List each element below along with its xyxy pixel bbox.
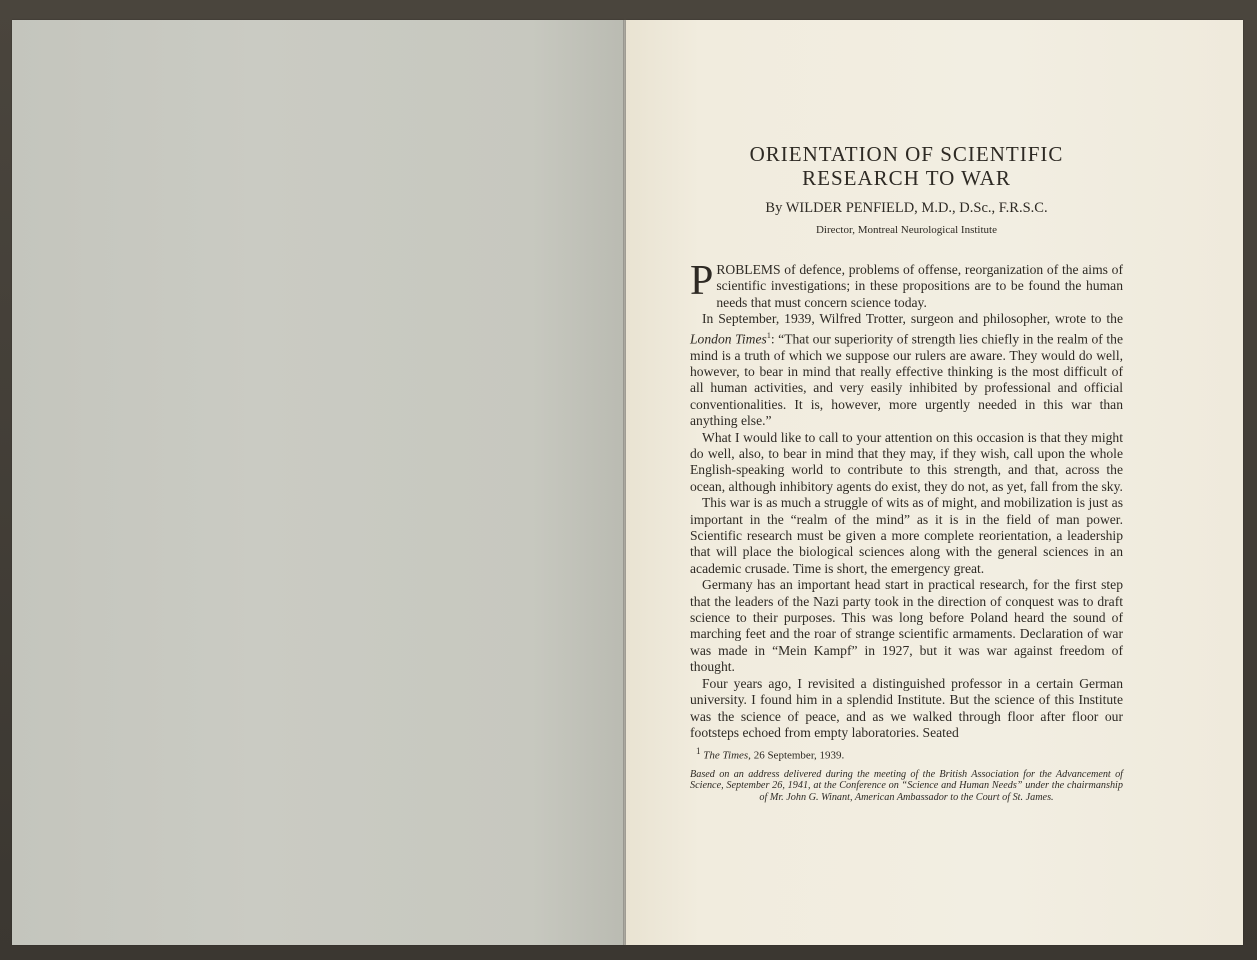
- footnote-text: 26 September, 1939.: [750, 749, 845, 762]
- paragraph-1-text: ROBLEMS of defence, problems of offense, reorganization of the aims of scientific investigations; in these propositions are to be found the human needs that must concern science today.: [716, 262, 1123, 310]
- title-line-1: ORIENTATION OF SCIENTIFIC: [749, 142, 1064, 166]
- blank-left-page: [12, 20, 624, 945]
- footnote: [690, 745, 1123, 763]
- paragraph-6: Four years ago, I revisited a distinguished professor in a certain German university. I found him in a splendid Institute. But the science of this Institute was the science of peace, and as we walked through floor after floor our footsteps echoed from empty laboratories. Seated: [690, 675, 1123, 740]
- paragraph-1: [690, 258, 1123, 311]
- paragraph-2: [690, 311, 1123, 429]
- footnote-mark: 1: [696, 746, 701, 757]
- paragraph-4: This war is as much a struggle of wits as of might, and mobilization is just as important in the “realm of the mind” as it is in the field of man power. Scientific research must be given a more complete reorientation, a leadership that will place the biological sciences along with the general sciences in an academic crusade. Time is short, the emergency great.: [690, 495, 1123, 576]
- article-title: [690, 142, 1123, 190]
- address-source-note: Based on an address delivered during the meeting of the British Association for the Advancement of Science, September 26, 1941, at the Conference on “Science and Human Needs” under the chairmanship of Mr. John G. Winant, American Ambassador to the Court of St. James.: [690, 768, 1123, 803]
- author-affiliation: Director, Montreal Neurological Institute: [815, 224, 997, 236]
- title-line-2: RESEARCH TO WAR: [802, 166, 1011, 190]
- footnote-ref: 1: [766, 330, 771, 340]
- article-content: [690, 142, 1123, 803]
- author-byline: By WILDER PENFIELD, M.D., D.Sc., F.R.S.C.: [765, 200, 1048, 216]
- paragraph-3: What I would like to call to your attention on this occasion is that they might do well, also, to bear in mind that they may, if they wish, call upon the whole English-speaking world to contribute to this strength, and that, across the ocean, although inhibitory agents do exist, they do not, as yet, fall from the sky.: [690, 429, 1123, 494]
- paragraph-2-text-b: : “That our superiority of strength lies chiefly in the realm of the mind is a truth of which we suppose our rulers are aware. They would do well, however, to bear in mind that really effective thinking is the most difficult of all human activities, and very easily inhibited by professional and official conventionalities. It is, however, more urgently needed in this war than anything else.”: [690, 331, 1123, 429]
- footnote-source: The Times,: [703, 749, 751, 762]
- article-body: [690, 258, 1123, 741]
- article-page: [626, 20, 1243, 945]
- paragraph-2-text-a: In September, 1939, Wilfred Trotter, surgeon and philosopher, wrote to the: [702, 311, 1123, 327]
- drop-cap: P: [690, 258, 714, 304]
- paragraph-2-italic: London Times: [690, 331, 767, 347]
- paragraph-5: Germany has an important head start in practical research, for the first step that the leaders of the Nazi party took in the direction of conquest was to draft science to their purposes. This was long before Poland heard the sound of marching feet and the roar of strange scientific armaments. Declaration of war was made in “Mein Kampf” in 1927, but it was war against freedom of thought.: [690, 577, 1123, 675]
